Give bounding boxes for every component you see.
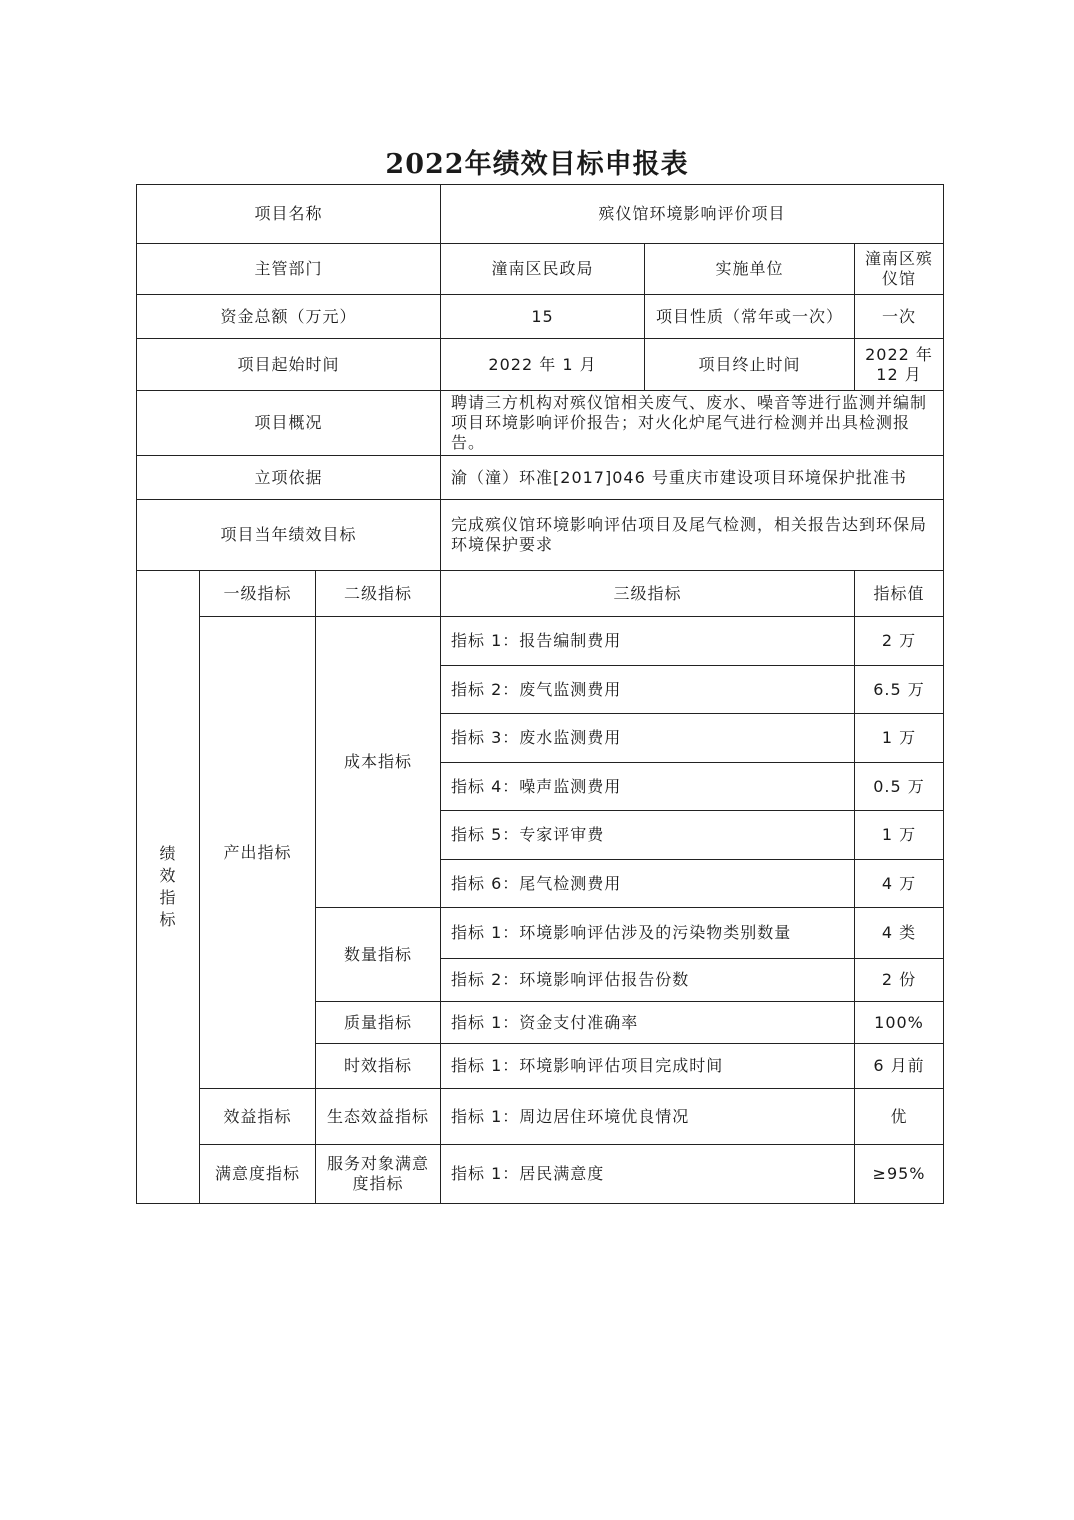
row-indicator-headers (137, 571, 944, 617)
fund-value: 15 (441, 295, 645, 339)
nature-value: 一次 (855, 295, 944, 339)
indicator-name: 指标 6：尾气检测费用 (441, 860, 855, 908)
indicator-value: 2 份 (855, 959, 944, 1002)
row-dates (137, 339, 944, 391)
basis-value: 渝（潼）环准[2017]046 号重庆市建设项目环境保护批准书 (441, 456, 944, 500)
overview-value: 聘请三方机构对殡仪馆相关废气、废水、噪音等进行监测并编制项目环境影响评价报告；对火化炉尾气进行检测并出具检测报告。 (441, 391, 944, 456)
dept-value: 潼南区民政局 (441, 244, 645, 295)
indicator-name: 指标 1：资金支付准确率 (441, 1002, 855, 1044)
indicator-name: 指标 2：环境影响评估报告份数 (441, 959, 855, 1002)
indicator-value: 6 月前 (855, 1044, 944, 1089)
performance-form-table (136, 184, 944, 1204)
indicator-name: 指标 2：废气监测费用 (441, 666, 855, 714)
nature-label: 项目性质（常年或一次） (645, 295, 855, 339)
header-level1: 一级指标 (200, 571, 316, 617)
goal-label: 项目当年绩效目标 (137, 500, 441, 571)
basis-label: 立项依据 (137, 456, 441, 500)
end-value: 2022 年 12 月 (855, 339, 944, 391)
project-name-label: 项目名称 (137, 185, 441, 244)
subgroup-quantity: 数量指标 (316, 908, 441, 1002)
subgroup-cost: 成本指标 (316, 617, 441, 908)
indicator-value: 1 万 (855, 811, 944, 860)
indicator-value: 6.5 万 (855, 666, 944, 714)
page-title: 2022年绩效目标申报表 (385, 149, 689, 180)
indicator-name: 指标 3：废水监测费用 (441, 714, 855, 763)
impl-label: 实施单位 (645, 244, 855, 295)
project-name-value: 殡仪馆环境影响评价项目 (441, 185, 944, 244)
indicator-value: 2 万 (855, 617, 944, 666)
row-basis (137, 456, 944, 500)
indicator-value: 1 万 (855, 714, 944, 763)
row-overview (137, 391, 944, 456)
group-output: 产出指标 (200, 617, 316, 1089)
indicator-value: 优 (855, 1089, 944, 1145)
indicator-name: 指标 1：周边居住环境优良情况 (441, 1089, 855, 1145)
subgroup-quality: 质量指标 (316, 1002, 441, 1044)
row-fund (137, 295, 944, 339)
impl-value: 潼南区殡仪馆 (855, 244, 944, 295)
indicator-value: 0.5 万 (855, 763, 944, 811)
overview-label: 项目概况 (137, 391, 441, 456)
indicator-value: 4 万 (855, 860, 944, 908)
group-benefit: 效益指标 (200, 1089, 316, 1145)
row-goal (137, 500, 944, 571)
indicator-value: 4 类 (855, 908, 944, 959)
group-satisfaction: 满意度指标 (200, 1145, 316, 1204)
table-row (137, 1145, 944, 1204)
row-project-name (137, 185, 944, 244)
indicator-value: 100% (855, 1002, 944, 1044)
start-value: 2022 年 1 月 (441, 339, 645, 391)
indicator-name: 指标 5：专家评审费 (441, 811, 855, 860)
header-value: 指标值 (855, 571, 944, 617)
section-performance-indicators (137, 571, 200, 1204)
start-label: 项目起始时间 (137, 339, 441, 391)
table-row (137, 1089, 944, 1145)
subgroup-ecological: 生态效益指标 (316, 1089, 441, 1145)
header-level2: 二级指标 (316, 571, 441, 617)
fund-label: 资金总额（万元） (137, 295, 441, 339)
indicator-name: 指标 1：环境影响评估项目完成时间 (441, 1044, 855, 1089)
indicator-name: 指标 1：报告编制费用 (441, 617, 855, 666)
section-performance-indicators-label: 绩效指标 (159, 844, 177, 929)
table-row (137, 617, 944, 666)
subgroup-service: 服务对象满意度指标 (316, 1145, 441, 1204)
dept-label: 主管部门 (137, 244, 441, 295)
indicator-value: ≥95% (855, 1145, 944, 1204)
row-department (137, 244, 944, 295)
indicator-name: 指标 4：噪声监测费用 (441, 763, 855, 811)
indicator-name: 指标 1：环境影响评估涉及的污染物类别数量 (441, 908, 855, 959)
end-label: 项目终止时间 (645, 339, 855, 391)
subgroup-timeliness: 时效指标 (316, 1044, 441, 1089)
header-level3: 三级指标 (441, 571, 855, 617)
indicator-name: 指标 1：居民满意度 (441, 1145, 855, 1204)
goal-value: 完成殡仪馆环境影响评估项目及尾气检测，相关报告达到环保局环境保护要求 (441, 500, 944, 571)
